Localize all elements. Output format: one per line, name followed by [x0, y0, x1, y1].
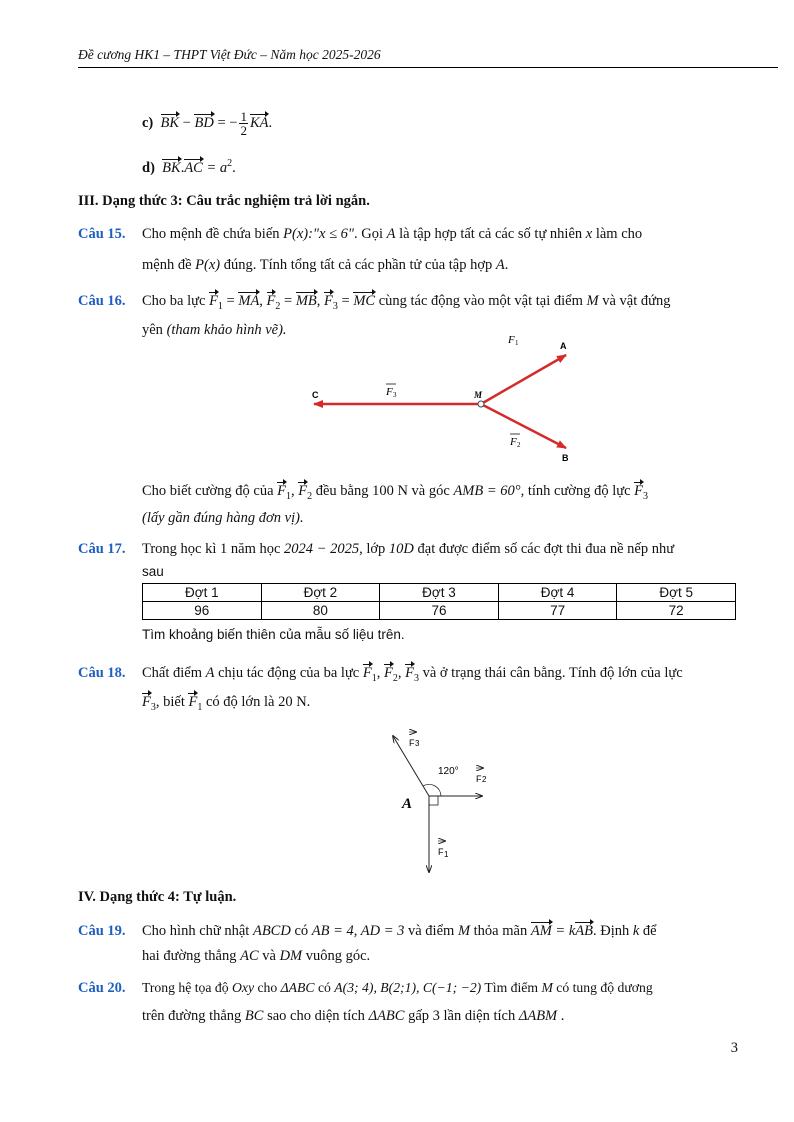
right-angle-marker: [429, 796, 438, 805]
label-a: A: [560, 341, 567, 351]
table-header-cell: Đợt 5: [617, 584, 736, 602]
question-20-line-1: Trong hệ tọa độ Oxy cho ΔABC có A(3; 4), B(2;1), C(−1; −2) Tìm điểm M có tung độ dương: [142, 980, 653, 995]
force-diagram-q16: [300, 335, 590, 465]
header-divider: [78, 67, 778, 68]
question-19-line-1: Cho hình chữ nhật ABCD có AB = 4, AD = 3 và điểm M thỏa mãn AM = kAB. Định k để: [142, 923, 657, 939]
angle-label: 120°: [438, 766, 459, 777]
table-header-cell: Đợt 4: [498, 584, 617, 602]
page-header-title: Đề cương HK1 – THPT Việt Đức – Năm học 2025-2026: [78, 47, 381, 62]
table-cell: 72: [617, 602, 736, 620]
svg-text:F: F: [508, 335, 515, 346]
vector-bd: BD: [194, 114, 214, 131]
svg-text:F: F: [510, 436, 517, 448]
label-a: A: [402, 796, 413, 812]
question-16-line-2: yên (tham khảo hình vẽ).: [142, 322, 287, 338]
svg-text:1: 1: [515, 339, 519, 347]
table-header-cell: Đợt 3: [380, 584, 499, 602]
table-header-cell: Đợt 1: [143, 584, 262, 602]
svg-text:F: F: [386, 386, 393, 398]
question-17-line-2: sau: [142, 564, 164, 579]
question-17-line-1: Trong học kì 1 năm học 2024 − 2025, lớp 10D đạt được điểm số các đợt thi đua nề nếp như: [142, 541, 675, 557]
question-18-line-1: Chất điểm A chịu tác động của ba lực $F_1$, $F_2$, $F_3$ và ở trạng thái cân bằng. Tính độ lớn của lực: [142, 665, 683, 684]
vector-f2-arrow: [481, 404, 566, 448]
svg-text:F: F: [438, 847, 444, 857]
svg-text:F: F: [476, 774, 482, 784]
svg-text:1: 1: [444, 850, 449, 859]
label-f3: [385, 384, 397, 399]
question-15-line-2: mệnh đề P(x) đúng. Tính tổng tất cả các phần tử của tập hợp A.: [142, 257, 509, 273]
label-f2: [509, 434, 521, 449]
svg-text:3: 3: [393, 391, 397, 399]
question-16-label: Câu 16.: [78, 293, 126, 309]
point-m-marker: [478, 401, 484, 407]
question-18-label: Câu 18.: [78, 665, 126, 681]
question-17-line-3: Tìm khoảng biến thiên của mẫu số liệu trên.: [142, 627, 405, 642]
table-header-row: [143, 584, 736, 602]
question-19-label: Câu 19.: [78, 923, 126, 939]
table-header-cell: Đợt 2: [261, 584, 380, 602]
vector-f1-arrow: [481, 355, 566, 404]
table-cell: 77: [498, 602, 617, 620]
svg-text:F: F: [409, 738, 415, 748]
table-cell: 96: [143, 602, 262, 620]
force-diagram-q18: [380, 722, 520, 882]
label-c: C: [312, 390, 319, 400]
sub-item-label: d): [142, 159, 155, 176]
question-18-line-2: $F_3$, biết $F_1$ có độ lớn là 20 N.: [142, 694, 311, 713]
label-m: M: [474, 390, 483, 400]
question-16-line-4: (lấy gần đúng hàng đơn vị).: [142, 510, 304, 526]
score-table: [142, 583, 736, 620]
label-f1: [507, 335, 519, 347]
question-15-label: Câu 15.: [78, 226, 126, 242]
label-f1: [438, 841, 449, 859]
sub-item-label: c): [142, 114, 154, 131]
table-row: [143, 602, 736, 620]
question-17-label: Câu 17.: [78, 541, 126, 557]
svg-text:2: 2: [517, 441, 521, 449]
section-4-heading: IV. Dạng thức 4: Tự luận.: [78, 889, 237, 905]
vector-bk: BK: [160, 114, 180, 131]
sub-item-d: d) $BK.AC = a^2$.: [142, 158, 236, 176]
sub-item-c: c) BK − BD = − $\frac{1}{2}$ KA.: [142, 109, 273, 138]
question-20-label: Câu 20.: [78, 980, 126, 996]
svg-text:3: 3: [415, 739, 420, 748]
page-number: 3: [730, 1040, 738, 1056]
question-19-line-2: hai đường thẳng AC và DM vuông góc.: [142, 948, 371, 964]
question-16-line-3: Cho biết cường độ của $F_1$, $F_2$ đều bằng 100 N và góc AMB = 60°, tính cường độ lực $F_3$: [142, 483, 649, 502]
fraction-half: $\frac{1}{2}$: [240, 109, 247, 138]
label-b: B: [562, 453, 569, 463]
section-3-heading: III. Dạng thức 3: Câu trắc nghiệm trả lời ngắn.: [78, 193, 370, 209]
table-cell: 76: [380, 602, 499, 620]
question-15-line-1: Cho mệnh đề chứa biến P(x):"x ≤ 6". Gọi A là tập hợp tất cả các số tự nhiên x làm cho: [142, 226, 643, 242]
label-f2: [476, 768, 487, 784]
vector-ac: AC: [184, 159, 203, 176]
table-cell: 80: [261, 602, 380, 620]
svg-text:2: 2: [482, 775, 487, 784]
label-f3: [409, 732, 420, 748]
vector-bk: BK: [162, 159, 181, 176]
question-20-line-2: trên đường thẳng BC sao cho diện tích ΔABC gấp 3 lần diện tích ΔABM .: [142, 1008, 565, 1024]
vector-ka: KA: [249, 114, 269, 131]
question-16-line-1: Cho ba lực $F_1$ = MA, $F_2$ = MB, $F_3$ = MC cùng tác động vào một vật tại điểm M và vật đứng: [142, 293, 671, 312]
